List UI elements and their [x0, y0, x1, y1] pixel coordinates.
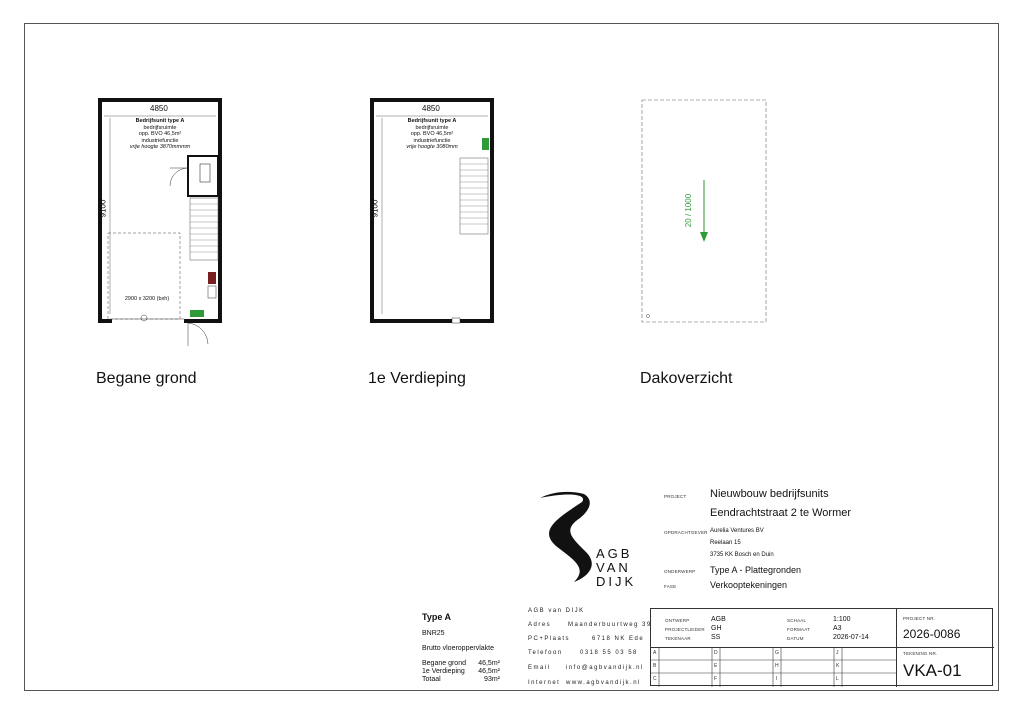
grid-letter-f: F [714, 676, 718, 682]
project-line1: Nieuwbouw bedrijfsunits [710, 488, 829, 500]
first-room-use: industriefunctie [413, 137, 451, 144]
area-row-first [422, 668, 500, 675]
grid-letter-i: I [776, 676, 778, 682]
ground-room-function: bedrijfsruimte [143, 124, 177, 131]
contact-pc-label: PC+Plaats [528, 636, 571, 642]
areas-code: BNR25 [422, 630, 445, 637]
contact-web-label: Internet [528, 680, 561, 686]
contact-email-link[interactable]: info@agbvandijk.nl [566, 665, 644, 671]
first-room-title: Bedrijfsunit type A [407, 118, 457, 124]
areas-heading: Brutto vloeroppervlakte [422, 645, 494, 652]
tb-tekening-nr-value: VKA-01 [903, 661, 962, 680]
client-label: OPDRACHTGEVER [664, 530, 708, 535]
roof-slope-label: 20 / 1000 [684, 193, 694, 228]
client-street: Reelaan 15 [710, 540, 741, 546]
tb-projectleider-label: PROJECTLEIDER [665, 627, 705, 632]
tb-project-nr-value: 2026-0086 [903, 627, 961, 641]
contact-address-label: Adres [528, 622, 552, 628]
ground-height-dimension: 9100 [98, 199, 108, 218]
first-room-label [384, 118, 480, 151]
tb-formaat-label: FORMAAT [787, 627, 811, 632]
contact-pc-value: 6718 NK Ede [592, 636, 645, 642]
grid-letter-d: D [714, 650, 718, 656]
subject-value: Type A - Plattegronden [710, 565, 802, 575]
area-row-ground [422, 660, 500, 667]
area-total-label: Totaal [422, 676, 441, 683]
agb-logo [528, 490, 638, 589]
areas-type: Type A [422, 612, 452, 622]
tb-schaal-label: SCHAAL [787, 618, 807, 623]
tb-tekenaar-label: TEKENAAR [665, 636, 691, 641]
revision-grid-lines [651, 647, 896, 687]
tb-projectleider-value: GH [711, 625, 722, 632]
tb-ontwerp-value: AGB [711, 616, 726, 623]
grid-letter-l: L [836, 676, 839, 682]
grid-letter-b: B [653, 663, 657, 669]
ground-room-title: Bedrijfsunit type A [135, 118, 185, 124]
ground-room-height: vrije hoogte 3870mmmm [129, 144, 191, 150]
grid-letter-g: G [775, 650, 779, 656]
contact-company: AGB van DIJK [528, 608, 585, 614]
ground-room-label [112, 118, 208, 151]
tb-ontwerp-label: ONTWERP [665, 618, 690, 623]
roof-plan [638, 96, 770, 328]
title-block-divider-right [896, 647, 994, 648]
first-room-height: vrije hoogte 3080mm [406, 144, 458, 150]
grid-letter-k: K [836, 663, 840, 669]
roof-drawing [638, 96, 770, 328]
tb-formaat-value: A3 [833, 625, 842, 632]
title-block [650, 608, 993, 686]
ground-width-dimension: 4850 [150, 104, 168, 113]
project-line2: Eendrachtstraat 2 te Wormer [710, 507, 852, 519]
phase-label: FASE [664, 584, 677, 589]
first-room-area: opp. BVO 46,5m² [410, 131, 454, 137]
logo-text-dijk: DIJK [596, 574, 637, 589]
tb-datum-value: 2026-07-14 [833, 634, 869, 641]
logo-text-van: VAN [596, 560, 631, 575]
contact-phone-value: 0318 55 03 58 [580, 650, 638, 656]
first-floor-plan [368, 96, 498, 328]
grid-letter-c: C [653, 676, 657, 682]
grid-letter-h: H [775, 663, 779, 669]
tb-tekening-nr-label: TEKENING NR. [903, 651, 938, 656]
ground-floor-title: Begane grond [96, 370, 197, 387]
grid-letter-a: A [653, 650, 657, 656]
area-total-value: 93m² [484, 676, 500, 683]
ground-room-area: opp. BVO 46,5m² [138, 131, 182, 137]
project-label: PROJECT [664, 494, 687, 499]
area-first-value: 46,5m² [478, 668, 500, 675]
grid-letter-e: E [714, 663, 718, 669]
tb-schaal-value: 1:100 [833, 616, 851, 623]
contact-email-label: Email [528, 665, 551, 671]
ground-room-use: industriefunctie [141, 137, 179, 144]
logo-text-agb: AGB [596, 546, 633, 561]
first-floor-title: 1e Verdieping [368, 370, 466, 387]
roof-title: Dakoverzicht [640, 370, 733, 387]
tb-project-nr-label: PROJECT NR. [903, 616, 936, 621]
area-ground-label: Begane grond [422, 660, 466, 667]
tb-tekenaar-value: SS [711, 634, 721, 641]
grid-letter-j: J [836, 650, 839, 656]
contact-web-link[interactable]: www.agbvandijk.nl [566, 680, 641, 686]
area-ground-value: 46,5m² [478, 660, 500, 667]
client-city: 3735 KK Bosch en Duin [710, 552, 774, 558]
first-width-dimension: 4850 [422, 104, 440, 113]
tb-datum-label: DATUM [787, 636, 804, 641]
ground-floor-plan [96, 96, 226, 346]
phase-value: Verkooptekeningen [710, 580, 788, 590]
ground-door-dimension: 2900 x 3200 (bxh) [124, 296, 170, 302]
client-name: Aurelia Ventures BV [710, 528, 764, 534]
first-room-function: bedrijfsruimte [415, 124, 449, 131]
revision-grid [651, 647, 896, 687]
area-first-label: 1e Verdieping [422, 668, 465, 675]
contact-address-value: Maanderbuurtweg 39 [568, 622, 652, 628]
area-row-total [422, 676, 500, 683]
first-height-dimension: 9100 [370, 199, 380, 218]
subject-label: ONDERWERP [664, 569, 696, 574]
contact-phone-label: Telefoon [528, 650, 563, 656]
